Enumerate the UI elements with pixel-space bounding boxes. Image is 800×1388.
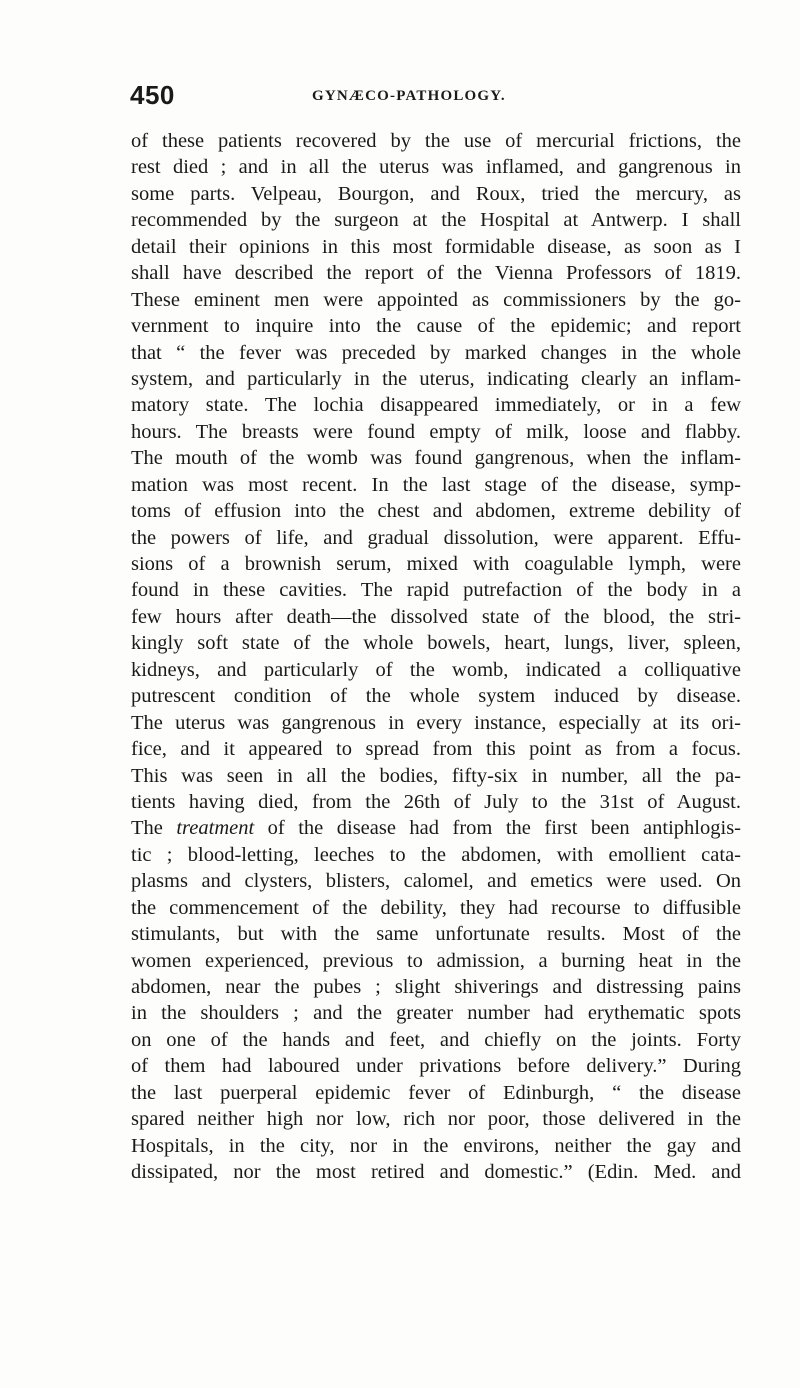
text-line: women experienced, previous to admission, a burning heat in the [131,949,741,972]
page-header [130,80,740,110]
text-line: sions of a brownish serum, mixed with coagulable lymph, were [131,553,741,575]
text-line: dissipated, nor the most retired and domestic.” (Edin. Med. and [131,1161,741,1184]
text-line: kidneys, and particularly of the womb, indicated a colliquative [131,658,741,681]
emphasis-treatment: treatment [176,817,255,840]
text-line: rest died ; and in all the uterus was inflamed, and gangrenous in [131,156,741,179]
text-line: fice, and it appeared to spread from this point as from a focus. [131,738,741,761]
text-line: mation was most recent. In the last stage of the disease, symp- [131,473,741,496]
text-line: in the shoulders ; and the greater number had erythematic spots [131,1002,741,1025]
text-line: This was seen in all the bodies, fifty-six in number, all the pa- [131,764,741,787]
text-line: spared neither high nor low, rich nor poor, those delivered in the [131,1108,741,1131]
text-line: detail their opinions in this most formidable disease, as soon as I [131,235,741,258]
text-line: These eminent men were appointed as commissioners by the go- [131,288,741,311]
text-line: toms of effusion into the chest and abdomen, extreme debility of [131,500,741,523]
text-line: the commencement of the debility, they had recourse to diffusible [131,896,741,919]
text-line: found in these cavities. The rapid putrefaction of the body in a [131,579,741,602]
text-line: vernment to inquire into the cause of the epidemic; and report [131,315,741,338]
text-line: The mouth of the womb was found gangrenous, when the inflam- [131,447,741,470]
text-line: of these patients recovered by the use of mercurial frictions, the [131,130,741,152]
text-line: few hours after death—the dissolved state of the blood, the stri- [131,605,741,628]
text-line: abdomen, near the pubes ; slight shiverings and distressing pains [131,976,741,998]
text-line: tic ; blood-letting, leeches to the abdomen, with emollient cata- [131,843,741,866]
text-line: some parts. Velpeau, Bourgon, and Roux, tried the mercury, as [131,182,741,205]
text-line: on one of the hands and feet, and chiefly on the joints. Forty [131,1028,741,1051]
text-line: The uterus was gangrenous in every instance, especially at its ori- [131,711,741,734]
text-line: shall have described the report of the Vienna Professors of 1819. [131,262,741,285]
body-text [131,128,741,1186]
text-line: tients having died, from the 26th of July to the 31st of August. [131,790,741,813]
text-line: Hospitals, in the city, nor in the environs, neither the gay and [131,1134,741,1157]
text-line: kingly soft state of the whole bowels, heart, lungs, liver, spleen, [131,632,741,655]
text-line: hours. The breasts were found empty of milk, loose and flabby. [131,420,741,443]
text-line: putrescent condition of the whole system induced by disease. [131,685,741,708]
text-line-treatment: The treatment of the disease had from the first been antiphlogis- [131,817,741,840]
text-line: recommended by the surgeon at the Hospital at Antwerp. I shall [131,209,741,232]
text-line: stimulants, but with the same unfortunate results. Most of the [131,923,741,946]
text-line: plasms and clysters, blisters, calomel, and emetics were used. On [131,870,741,893]
page-number: 450 [130,80,175,110]
text-line: system, and particularly in the uterus, indicating clearly an inflam- [131,367,741,390]
text-line: that “ the fever was preceded by marked changes in the whole [131,341,741,364]
text-line: of them had laboured under privations before delivery.” During [131,1055,741,1078]
text-line: the powers of life, and gradual dissolution, were apparent. Effu- [131,526,741,549]
running-head: GYNÆCO-PATHOLOGY. [312,88,506,104]
text-line: the last puerperal epidemic fever of Edinburgh, “ the disease [131,1081,741,1104]
text-line: matory state. The lochia disappeared immediately, or in a few [131,394,741,417]
